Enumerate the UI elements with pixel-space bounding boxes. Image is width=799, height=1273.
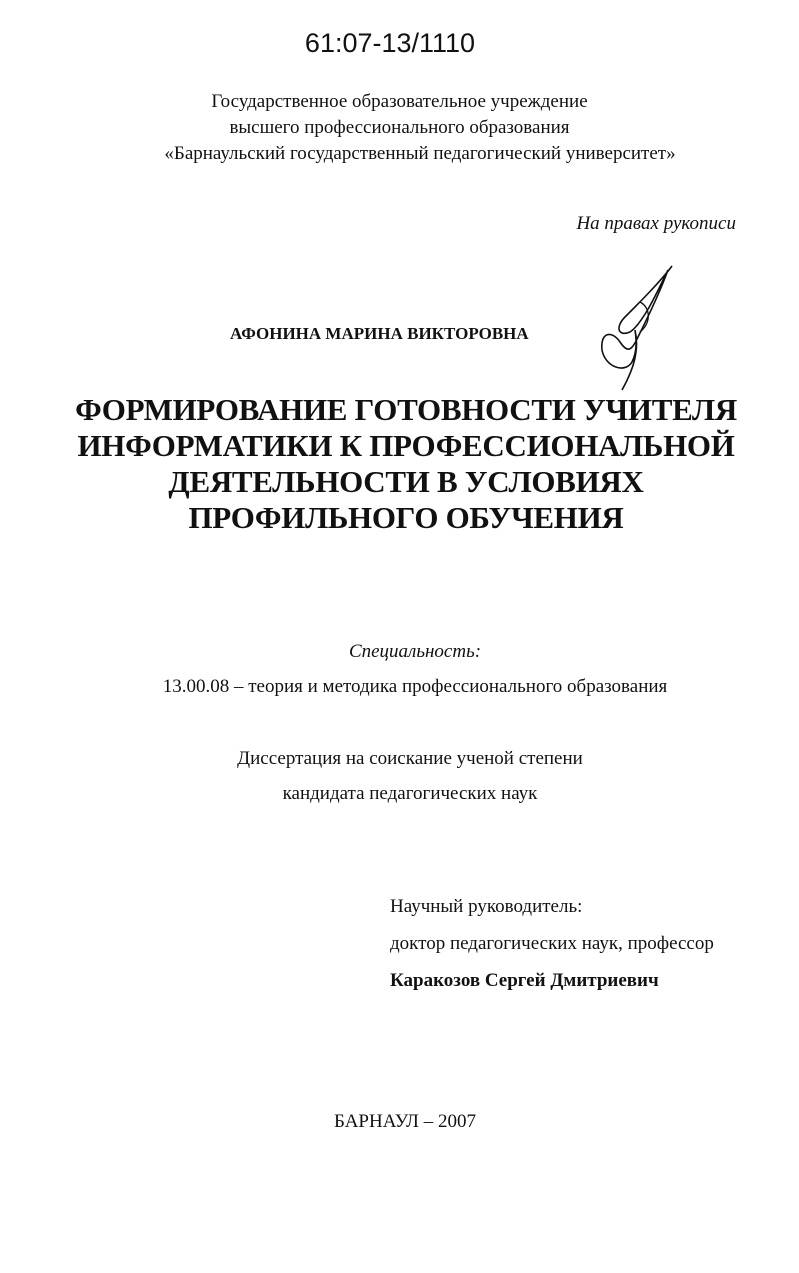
catalog-code: 61:07-13/1110	[304, 28, 476, 58]
degree-line-1: Диссертация на соискание ученой степени	[237, 748, 583, 769]
supervisor-label: Научный руководитель:	[390, 896, 583, 917]
author-name: АФОНИНА МАРИНА ВИКТОРОВНА	[230, 324, 529, 343]
institution-line-3: «Барнаульский государственный педагогический университет»	[164, 143, 676, 164]
place-year: БАРНАУЛ – 2007	[334, 1111, 476, 1132]
rights-note: На правах рукописи	[576, 213, 736, 234]
specialty-label: Специальность:	[348, 641, 482, 662]
supervisor-name: Каракозов Сергей Дмитриевич	[390, 970, 659, 991]
signature	[580, 262, 680, 392]
institution-line-1: Государственное образовательное учреждение	[211, 91, 588, 112]
degree-line-2: кандидата педагогических наук	[282, 783, 538, 804]
specialty: 13.00.08 – теория и методика профессионального образования	[162, 676, 668, 697]
title-line-4: ПРОФИЛЬНОГО ОБУЧЕНИЯ	[188, 500, 624, 535]
title-line-3: ДЕЯТЕЛЬНОСТИ В УСЛОВИЯХ	[168, 464, 644, 499]
title-line-2: ИНФОРМАТИКИ К ПРОФЕССИОНАЛЬНОЙ	[77, 428, 735, 463]
title-line-1: ФОРМИРОВАНИЕ ГОТОВНОСТИ УЧИТЕЛЯ	[75, 392, 737, 427]
supervisor-degree: доктор педагогических наук, профессор	[390, 933, 714, 954]
institution-line-2: высшего профессионального образования	[229, 117, 570, 138]
